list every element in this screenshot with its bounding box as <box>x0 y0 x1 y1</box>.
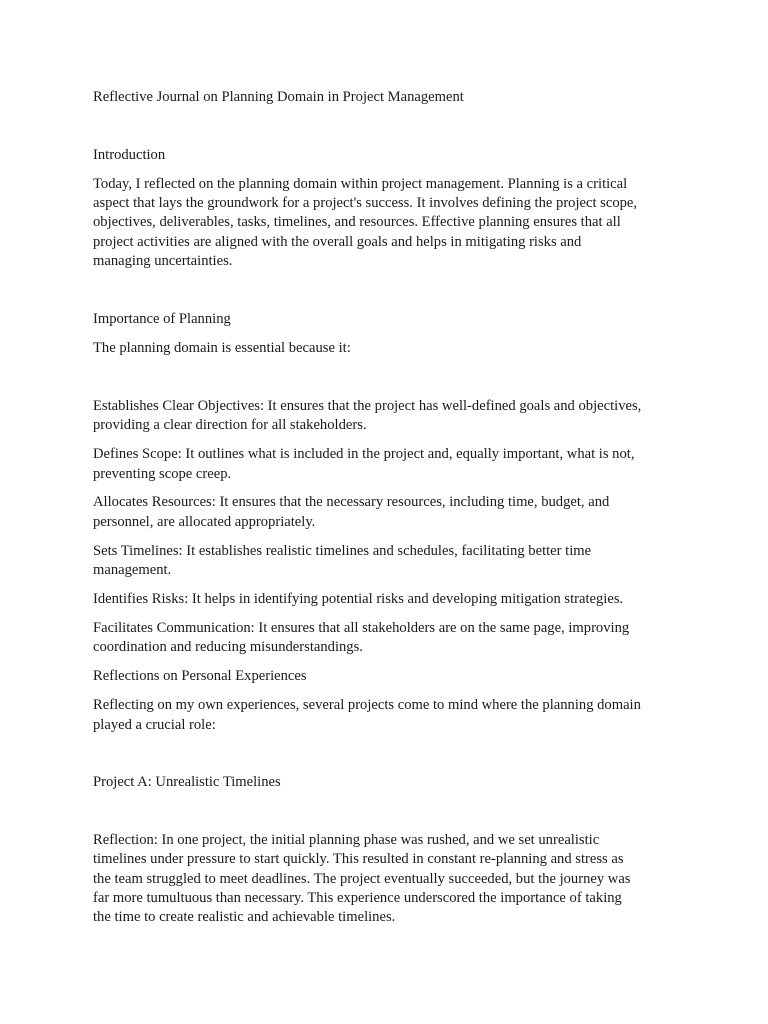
paragraph-line: managing uncertainties. <box>93 253 233 269</box>
importance-lead: The planning domain is essential because it: <box>93 340 351 356</box>
list-item-line: providing a clear direction for all stakeholders. <box>93 417 367 433</box>
project-a-heading: Project A: Unrealistic Timelines <box>93 774 281 790</box>
paragraph-line: aspect that lays the groundwork for a project's success. It involves defining the project scope, <box>93 195 638 211</box>
document-title: Reflective Journal on Planning Domain in Project Management <box>93 89 464 105</box>
paragraph-line: objectives, deliverables, tasks, timelines, and resources. Effective planning ensures that all <box>93 214 621 230</box>
list-item-line: personnel, are allocated appropriately. <box>93 514 316 530</box>
list-item-line: Sets Timelines: It establishes realistic timelines and schedules, facilitating better time <box>93 543 592 559</box>
paragraph-line: played a crucial role: <box>93 717 216 733</box>
paragraph-line: the team struggled to meet deadlines. The project eventually succeeded, but the journey was <box>93 871 631 887</box>
paragraph-line: timelines under pressure to start quickly. This resulted in constant re-planning and stress as <box>93 851 624 867</box>
list-item-line: Facilitates Communication: It ensures that all stakeholders are on the same page, improving <box>93 620 630 636</box>
paragraph-line: Today, I reflected on the planning domain within project management. Planning is a critical <box>93 176 628 192</box>
reflections-heading: Reflections on Personal Experiences <box>93 668 307 684</box>
list-item-line: Identifies Risks: It helps in identifying potential risks and developing mitigation strategies. <box>93 591 624 607</box>
paragraph-line: Reflecting on my own experiences, several projects come to mind where the planning domain <box>93 697 641 713</box>
importance-heading: Importance of Planning <box>93 311 231 327</box>
list-item-line: Allocates Resources: It ensures that the necessary resources, including time, budget, and <box>93 494 610 510</box>
paragraph-line: project activities are aligned with the overall goals and helps in mitigating risks and <box>93 234 582 250</box>
list-item-line: management. <box>93 562 172 578</box>
paragraph-line: Reflection: In one project, the initial planning phase was rushed, and we set unrealistic <box>93 832 600 848</box>
paragraph-line: far more tumultuous than necessary. This experience underscored the importance of taking <box>93 890 622 906</box>
paragraph-line: the time to create realistic and achievable timelines. <box>93 909 396 925</box>
list-item-line: Establishes Clear Objectives: It ensures that the project has well-defined goals and objectives, <box>93 398 642 414</box>
list-item-line: Defines Scope: It outlines what is included in the project and, equally important, what is not, <box>93 446 635 462</box>
introduction-heading: Introduction <box>93 147 166 163</box>
list-item-line: preventing scope creep. <box>93 466 232 482</box>
list-item-line: coordination and reducing misunderstandings. <box>93 639 363 655</box>
